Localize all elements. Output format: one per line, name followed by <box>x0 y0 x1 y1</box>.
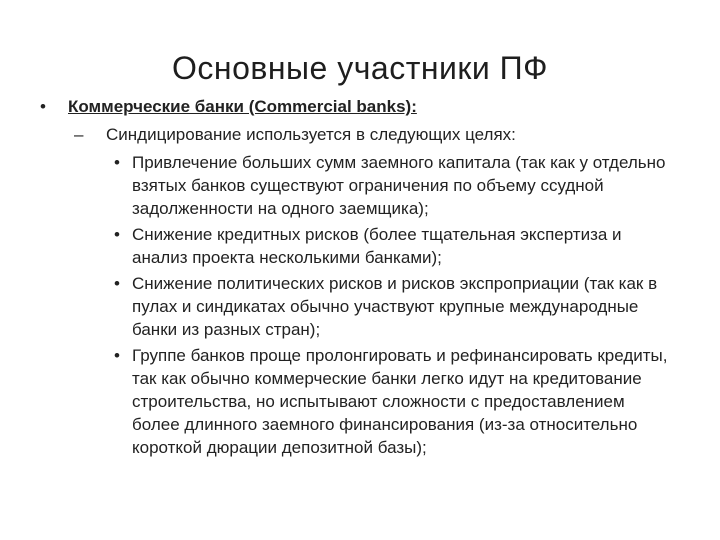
list-item-text: Снижение политических рисков и рисков экспроприации (так как в пулах и синдикатах обычно участвуют крупные международные банки из разных стран); <box>132 274 658 339</box>
list-item-text: Привлечение больших сумм заемного капитала (так как у отдельно взятых банков существуют ограничения по объему ссудной задолженности на одного заемщика); <box>132 153 666 218</box>
list-item <box>28 344 696 459</box>
sub-heading-text: Синдицирование используется в следующих целях: <box>106 125 516 144</box>
list-item-text: Снижение кредитных рисков (более тщательная экспертиза и анализ проекта несколькими банками); <box>132 225 622 267</box>
bullet-dot-icon: • <box>114 225 120 244</box>
bullet-dot-icon: • <box>114 346 120 365</box>
list-item <box>28 151 696 220</box>
list-item <box>28 272 696 341</box>
bullet-dot-icon: • <box>114 153 120 172</box>
heading-text: Коммерческие банки (Commercial banks): <box>68 97 417 116</box>
list-item <box>28 223 696 269</box>
sub-bullet-syndication <box>28 124 696 146</box>
bullet-dot-icon: • <box>114 274 120 293</box>
slide-title: Основные участники ПФ <box>172 50 548 86</box>
bullet-dot-icon: • <box>40 97 46 116</box>
list-item-text: Группе банков проще пролонгировать и рефинансировать кредиты, так как обычно коммерческие банки легко идут на кредитование строительства, но испытывают сложности с предоставлением более длинного заемного финансирования (из-за относительно короткой дюрации депозитной базы); <box>132 346 668 457</box>
dash-icon: – <box>74 125 84 144</box>
slide-content <box>28 96 696 462</box>
bullet-commercial-banks <box>28 96 696 118</box>
